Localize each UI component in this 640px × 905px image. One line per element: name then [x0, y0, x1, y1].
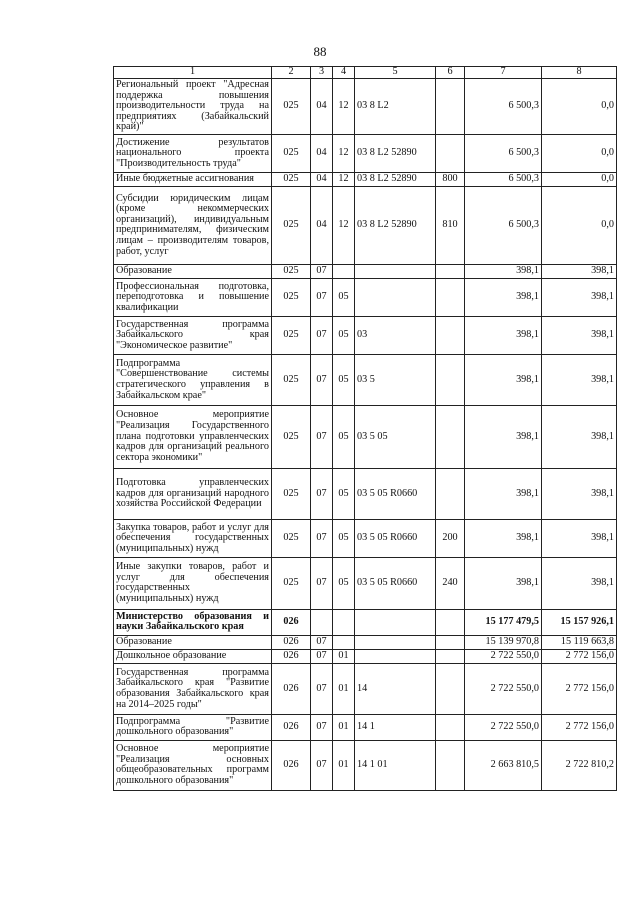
row-target: 03 5 05 R0660	[355, 519, 436, 557]
row-value-2: 2 772 156,0	[542, 649, 617, 663]
row-target: 14	[355, 663, 436, 714]
table-row	[114, 519, 617, 557]
table-row	[114, 186, 617, 264]
row-name: Региональный проект "Адресная поддержка повышения производительности труда на предприятиях (Забайкальский край)"	[114, 79, 272, 135]
row-name: Профессиональная подготовка, переподготовка и повышение квалификации	[114, 278, 272, 316]
table-row	[114, 172, 617, 186]
table-row	[114, 609, 617, 635]
table-row	[114, 354, 617, 405]
column-header: 5	[355, 67, 436, 79]
row-section: 07	[311, 278, 333, 316]
row-value-1: 6 500,3	[465, 186, 542, 264]
row-value-2: 398,1	[542, 519, 617, 557]
column-header: 7	[465, 67, 542, 79]
row-type	[436, 714, 465, 740]
row-code: 025	[272, 316, 311, 354]
row-code: 026	[272, 649, 311, 663]
row-code: 025	[272, 79, 311, 135]
row-code: 026	[272, 663, 311, 714]
row-section: 07	[311, 557, 333, 609]
row-value-2: 398,1	[542, 405, 617, 468]
row-value-2: 398,1	[542, 557, 617, 609]
row-value-1: 398,1	[465, 278, 542, 316]
row-code: 026	[272, 609, 311, 635]
row-type	[436, 609, 465, 635]
row-type	[436, 740, 465, 790]
row-value-1: 398,1	[465, 519, 542, 557]
table-body	[114, 79, 617, 791]
row-target: 03 8 L2 52890	[355, 134, 436, 172]
row-subsection: 01	[333, 740, 355, 790]
row-value-1: 6 500,3	[465, 134, 542, 172]
row-code: 026	[272, 740, 311, 790]
row-subsection: 05	[333, 278, 355, 316]
row-target: 03 8 L2 52890	[355, 172, 436, 186]
row-target: 14 1 01	[355, 740, 436, 790]
row-section: 04	[311, 79, 333, 135]
row-value-2: 398,1	[542, 278, 617, 316]
row-code: 025	[272, 134, 311, 172]
row-value-2: 398,1	[542, 316, 617, 354]
row-type: 240	[436, 557, 465, 609]
row-name: Государственная программа Забайкальского края "Экономическое развитие"	[114, 316, 272, 354]
row-target	[355, 264, 436, 278]
row-target: 03 8 L2	[355, 79, 436, 135]
row-type	[436, 264, 465, 278]
row-code: 025	[272, 557, 311, 609]
row-name: Образование	[114, 264, 272, 278]
row-name: Закупка товаров, работ и услуг для обеспечения государственных (муниципальных) нужд	[114, 519, 272, 557]
row-value-1: 398,1	[465, 405, 542, 468]
row-section: 04	[311, 134, 333, 172]
row-section: 04	[311, 186, 333, 264]
row-subsection: 12	[333, 172, 355, 186]
row-subsection: 05	[333, 354, 355, 405]
row-section: 07	[311, 405, 333, 468]
row-value-1: 398,1	[465, 468, 542, 519]
row-target: 03 8 L2 52890	[355, 186, 436, 264]
row-code: 025	[272, 354, 311, 405]
row-value-2: 0,0	[542, 79, 617, 135]
row-code: 025	[272, 186, 311, 264]
row-name: Подготовка управленческих кадров для организаций народного хозяйства Российской Федерации	[114, 468, 272, 519]
row-value-2: 0,0	[542, 134, 617, 172]
table-row	[114, 468, 617, 519]
header-row	[114, 67, 617, 79]
row-type	[436, 405, 465, 468]
row-type	[436, 354, 465, 405]
row-value-1: 398,1	[465, 354, 542, 405]
row-value-2: 15 119 663,8	[542, 635, 617, 649]
row-type: 800	[436, 172, 465, 186]
row-type	[436, 468, 465, 519]
row-name: Государственная программа Забайкальского края "Развитие образования Забайкальского края на 2014–2025 годы"	[114, 663, 272, 714]
row-type	[436, 134, 465, 172]
row-type: 810	[436, 186, 465, 264]
row-type	[436, 79, 465, 135]
row-subsection: 05	[333, 405, 355, 468]
row-type	[436, 316, 465, 354]
row-name: Основное мероприятие "Реализация Государственного плана подготовки управленческих кадров для организаций реального сектора экономики"	[114, 405, 272, 468]
row-value-2: 0,0	[542, 172, 617, 186]
row-section: 07	[311, 635, 333, 649]
row-code: 026	[272, 714, 311, 740]
column-header: 3	[311, 67, 333, 79]
row-subsection: 05	[333, 468, 355, 519]
row-name: Подпрограмма "Совершенствование системы стратегического управления в Забайкальском крае"	[114, 354, 272, 405]
row-target: 03	[355, 316, 436, 354]
row-section: 07	[311, 649, 333, 663]
table-row	[114, 79, 617, 135]
row-section: 07	[311, 354, 333, 405]
row-subsection	[333, 635, 355, 649]
row-section: 07	[311, 316, 333, 354]
table-row	[114, 264, 617, 278]
row-target	[355, 278, 436, 316]
row-section	[311, 609, 333, 635]
row-type	[436, 663, 465, 714]
row-subsection: 12	[333, 134, 355, 172]
row-section: 07	[311, 468, 333, 519]
row-name: Дошкольное образование	[114, 649, 272, 663]
row-name: Основное мероприятие "Реализация основных общеобразовательных программ дошкольного образования"	[114, 740, 272, 790]
row-section: 07	[311, 740, 333, 790]
row-type	[436, 635, 465, 649]
table-row	[114, 405, 617, 468]
row-subsection	[333, 264, 355, 278]
row-value-1: 2 663 810,5	[465, 740, 542, 790]
row-type: 200	[436, 519, 465, 557]
table-row	[114, 649, 617, 663]
row-target: 03 5 05 R0660	[355, 468, 436, 519]
row-subsection: 01	[333, 663, 355, 714]
table-row	[114, 663, 617, 714]
table-row	[114, 134, 617, 172]
row-section: 07	[311, 714, 333, 740]
row-value-2: 398,1	[542, 468, 617, 519]
row-target: 14 1	[355, 714, 436, 740]
page-number: 88	[313, 44, 327, 59]
row-subsection: 01	[333, 714, 355, 740]
row-value-2: 15 157 926,1	[542, 609, 617, 635]
row-code: 026	[272, 635, 311, 649]
row-subsection: 01	[333, 649, 355, 663]
row-target	[355, 649, 436, 663]
column-header: 8	[542, 67, 617, 79]
row-value-1: 2 722 550,0	[465, 663, 542, 714]
row-name: Достижение результатов национального проекта "Производительность труда"	[114, 134, 272, 172]
row-name: Образование	[114, 635, 272, 649]
row-value-2: 2 772 156,0	[542, 714, 617, 740]
row-value-1: 15 139 970,8	[465, 635, 542, 649]
row-name: Подпрограмма "Развитие дошкольного образования"	[114, 714, 272, 740]
row-code: 025	[272, 172, 311, 186]
row-value-2: 2 772 156,0	[542, 663, 617, 714]
row-target: 03 5 05 R0660	[355, 557, 436, 609]
column-header: 6	[436, 67, 465, 79]
row-value-1: 15 177 479,5	[465, 609, 542, 635]
row-value-2: 398,1	[542, 264, 617, 278]
table-row	[114, 557, 617, 609]
row-type	[436, 278, 465, 316]
row-code: 025	[272, 264, 311, 278]
row-name: Министерство образования и науки Забайкальского края	[114, 609, 272, 635]
row-value-1: 398,1	[465, 264, 542, 278]
row-type	[436, 649, 465, 663]
row-value-2: 0,0	[542, 186, 617, 264]
table-row	[114, 278, 617, 316]
table-row	[114, 714, 617, 740]
row-section: 07	[311, 264, 333, 278]
row-section: 07	[311, 663, 333, 714]
row-target: 03 5	[355, 354, 436, 405]
row-subsection: 05	[333, 316, 355, 354]
row-subsection: 05	[333, 557, 355, 609]
row-section: 07	[311, 519, 333, 557]
table-row	[114, 635, 617, 649]
row-target: 03 5 05	[355, 405, 436, 468]
row-target	[355, 635, 436, 649]
column-header: 4	[333, 67, 355, 79]
row-subsection	[333, 609, 355, 635]
row-value-1: 2 722 550,0	[465, 649, 542, 663]
row-value-1: 6 500,3	[465, 79, 542, 135]
row-code: 025	[272, 278, 311, 316]
row-value-2: 2 722 810,2	[542, 740, 617, 790]
row-value-1: 2 722 550,0	[465, 714, 542, 740]
table-row	[114, 740, 617, 790]
row-code: 025	[272, 405, 311, 468]
row-name: Иные бюджетные ассигнования	[114, 172, 272, 186]
row-value-1: 398,1	[465, 316, 542, 354]
row-name: Иные закупки товаров, работ и услуг для обеспечения государственных (муниципальных) нужд	[114, 557, 272, 609]
row-target	[355, 609, 436, 635]
row-subsection: 05	[333, 519, 355, 557]
row-subsection: 12	[333, 186, 355, 264]
table-row	[114, 316, 617, 354]
row-value-2: 398,1	[542, 354, 617, 405]
row-value-1: 6 500,3	[465, 172, 542, 186]
row-name: Субсидии юридическим лицам (кроме некоммерческих организаций), индивидуальным предпринимателям, физическим лицам – производителям товаров, работ, услуг	[114, 186, 272, 264]
budget-table	[113, 66, 617, 791]
row-code: 025	[272, 468, 311, 519]
row-value-1: 398,1	[465, 557, 542, 609]
row-subsection: 12	[333, 79, 355, 135]
row-section: 04	[311, 172, 333, 186]
column-header: 2	[272, 67, 311, 79]
column-header: 1	[114, 67, 272, 79]
row-code: 025	[272, 519, 311, 557]
